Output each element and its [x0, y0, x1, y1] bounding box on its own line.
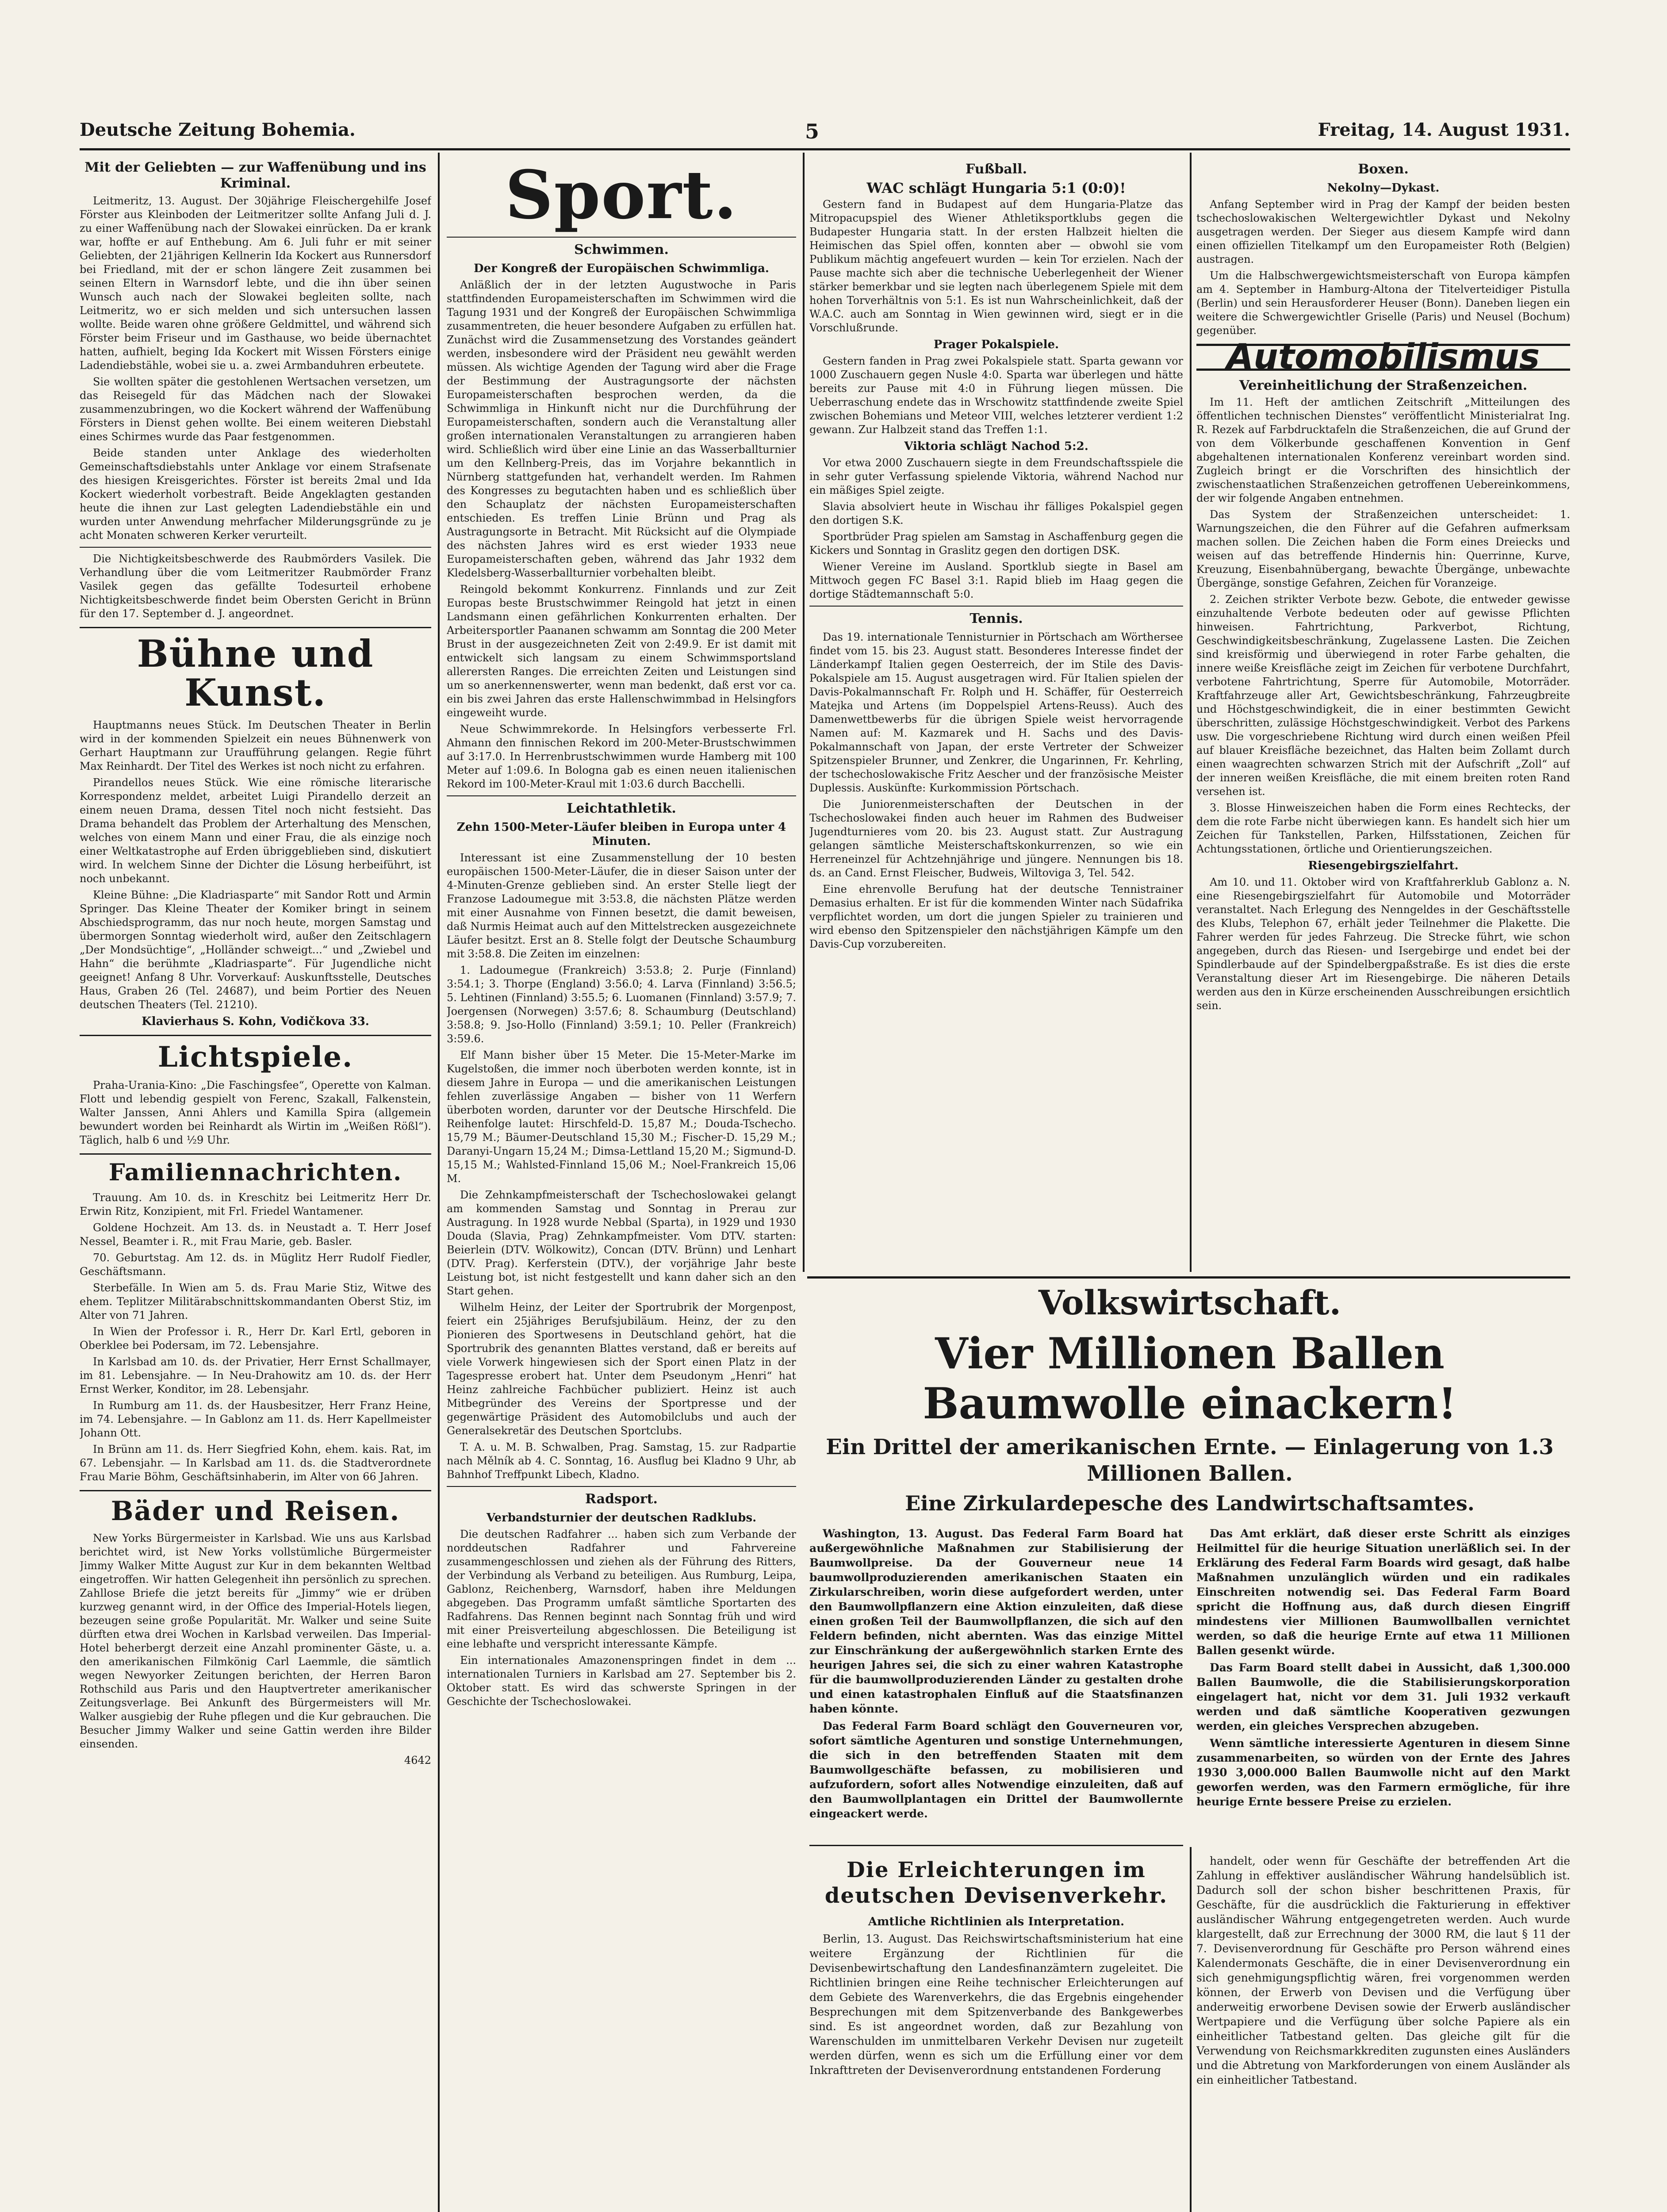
article-paragraph: Im 11. Heft der amtlichen Zeitschrift „Mitteilungen des öffentlichen technischen Dienstes“ veröffentlicht Ministerialrat Ing. R. Rezek auf Farbdrucktafeln die Straßenzeichen, die auf Grund der von dem Völkerbunde geschaffenen Konvention in Genf abgehaltenen internationalen Konferenz vereinbart worden sind. Zugleich bringt er die Vorschriften des hinsichtlich der zwischenstaatlichen Straßenzeichen getroffenen Uebereinkommens, der wir folgende Angaben entnehmen.	[1196, 396, 1570, 504]
advertisement-line: Klavierhaus S. Kohn, Vodičkova 33.	[142, 1015, 369, 1029]
article-paragraph: Anläßlich der in der letzten Augustwoche in Paris stattfindenden Europameisterschaften im Schwimmen wird die Tagung 1931 und der Kongreß der Europäischen Schwimmliga zusammentreten, die heuer besondere Aufgaben zu erfüllen hat. Zunächst wird die Zusammensetzung des Vorstandes geändert werden, insbesondere wird der Präsident neu gewählt werden müssen. Als wichtige Agenden der Tagung wird aber die Frage der Bestimmung der Austragungsorte der nächsten Europameisterschaften besprochen werden, da die Schwimmliga in Hinkunft nicht nur die Durchführung der Europameisterschaften, sondern auch die Veranstaltung aller großen internationalen Veranstaltungen zu arrangieren haben wird. Schließlich wird über eine Linie an das Wasserballturnier um den Kellnberg-Preis, das im Vorjahre bekanntlich in Nürnberg stattgefunden hat, verhandelt werden. Im Rahmen des Kongresses zu begutachten haben und es schließlich über den Schauplatz der nächsten Europameisterschaften entschieden. Es treffen Linie Brünn und Prag als Austragungsorte in Betracht. Mit Rücksicht auf die Olympiade des nächsten Jahres wird es erst wieder 1933 neue Europameisterschaften geben, während das Jahr 1932 dem Kledelsberg-Wasserballturnier vorbehalten bleibt.	[447, 278, 796, 579]
article-paragraph: New Yorks Bürgermeister in Karlsbad. Wie uns aus Karlsbad berichtet wird, ist New Yorks vollstümliche Bürgermeister Jimmy Walker Mitte August zur Kur in dem bekannten Weltbad eingetroffen. Wir hatten Gelegenheit ihn persönlich zu sprechen. Zahllose Briefe die jetzt bereits für „Jimmy“ wie er drüben kurzweg genannt wird, in der Office des Imperial-Hotels liegen, bezeugen seine große Popularität. Mr. Walker und seine Suite dürften etwa drei Wochen in Karlsbad verweilen. Das Imperial-Hotel beherbergt derzeit eine Anzahl prominenter Gäste, u. a. den amerikanischen Filmkönig Carl Laemmle, die sämtlich wegen Newyorker Zeitungen berichten, der Herren Baron Rothschild aus Paris und den Hauptvertreter amerikanischer Zeitungsverlage. Bei Ankunft des Bürgermeisters will Mr. Walker ausgiebig der Ruhe pflegen und die Kur gebrauchen. Die Besucher Jimmy Walker und seine Gattin werden ihre Bilder einsenden.	[80, 1532, 431, 1751]
footnote-number: 4642	[404, 1754, 431, 1767]
masthead-name: Deutsche Zeitung Bohemia.	[80, 119, 356, 140]
article-paragraph: Das Farm Board stellt dabei in Aussicht, daß 1,300.000 Ballen Baumwolle, die die Stabilisierungskorporation eingelagert hat, nicht vor dem 31. Juli 1932 verkauft werden und daß sämtliche Kooperativen gezwungen werden, ein gleiches Versprechen abzugeben.	[1196, 1661, 1570, 1732]
article-paragraph: Berlin, 13. August. Das Reichswirtschaftsministerium hat eine weitere Ergänzung der Richtlinien für die Devisenbewirtschaftung den Landesfinanzämtern zugeleitet. Die Richtlinien bringen eine Reihe technischer Erleichterungen auf dem Gebiete des Warenverkehrs, die das Ergebnis eingehender Besprechungen mit dem Spitzenverbande des Bankgewerbes sind. Es ist angeordnet worden, daß zur Bezahlung von Warenschulden im unmittelbaren Verkehr Devisen nur zugeteilt werden dürfen, wenn es sich um die Erfüllung einer vor dem Inkrafttreten der Devisenverordnung entstandenen Forderung	[809, 1932, 1183, 2077]
article-paragraph: Das 19. internationale Tennisturnier in Pörtschach am Wörthersee findet vom 15. bis 23. August statt. Besonderes Interesse findet der Länderkampf Italien gegen Oesterreich, der im Stile des Davis-Pokalspiele am 15. August ausgetragen wird. Für Italien spielen der Davis-Pokalmannschaft Fr. Rolph und H. Schäffer, für Oesterreich Matejka und Artens (im Doppelspiel Artens-Reuss). Auch des Damenwettbewerbs für die übrigen Spiele weist hervorragende Namen auf: M. Kazmarek und H. Sachs und des Davis-Pokalmannschaft von Japan, der erste Vertreter der Schweizer Spitzenspieler Brunner, und Zenkrer, die Ungarinnen, Fr. Kehrling, der tschechoslowakische Fritz Aescher und der französische Meister Duplessis. Auskünfte: Kurkommission Pörtschach.	[809, 631, 1183, 794]
section-divider	[447, 1486, 796, 1487]
section-title-economy: Volkswirtschaft.	[1038, 1283, 1341, 1322]
article-paragraph: Pirandellos neues Stück. Wie eine römische literarische Korrespondenz meldet, arbeitet Luigi Pirandello derzeit an einem neuen Drama, dessen Titel noch nicht festsieht. Das Drama behandelt das Problem der Arterhaltung des Menschen, welches von einem Mann und einer Frau, die als einzige noch einer Weltkatastrophe auf Erden übriggeblieben sind, diskutiert wird. In welchem Sinne der Dichter die Lösung herbeiführt, ist noch unbekannt.	[80, 776, 431, 885]
article-paragraph: Wenn sämtliche interessierte Agenturen in diesem Sinne zusammenarbeiten, so würden von der Ernte des Jahres 1930 3,000.000 Ballen Baumwolle nicht auf den Markt geworfen werden, was den Farmern ermögliche, für ihre heurige Ernte bessere Preise zu erzielen.	[1196, 1737, 1570, 1808]
article-headline: WAC schlägt Hungaria 5:1 (0:0)!	[866, 180, 1126, 196]
column-sport	[447, 157, 796, 2212]
sport-category-swimming: Schwimmen.	[574, 242, 669, 257]
article-paragraph: Washington, 13. August. Das Federal Farm Board hat außergewöhnliche Maßnahmen zur Stabilisierung der Baumwollpreise. Da der Gouverneur neue 14 baumwollproduzierenden amerikanischen Staaten ein Zirkularschreiben, worin diese aufgefordert werden, unter den Baumwollpflanzern eine Aktion einzuleiten, daß diese einen großen Teil der Baumwollpflanzen, die sich auf den Feldern befinden, nicht abernten. Was das einzige Mittel zur Einschränkung der außergewöhnlich starken Ernte des heurigen Jahres sei, die sich zu einer wahren Katastrophe für die baumwollproduzierenden Länder zu gestalten drohe und einen katastrophalen Einfluß auf die Staatsfinanzen haben könnte.	[809, 1527, 1183, 1715]
article-paragraph: In Brünn am 11. ds. Herr Siegfried Kohn, ehem. kais. Rat, im 67. Lebensjahr. — In Karlsbad am 11. ds. die Stadtverordnete Frau Marie Böhm, Geschäftsinhaberin, im Alter von 66 Jahren.	[80, 1443, 431, 1483]
article-paragraph: Interessant ist eine Zusammenstellung der 10 besten europäischen 1500-Meter-Läufer, die in dieser Saison unter der 4-Minuten-Grenze geblieben sind. An erster Stelle liegt der Franzose Ladoumegue mit 3:53.8, die nächsten Plätze werden mit einer Ausnahme von Finnen besetzt, die damit beweisen, daß Nurmis Heimat auch auf den Mittelstrecken ausgezeichnete Läufer besitzt. Erst an 8. Stelle folgt der Deutsche Schaumburg mit 3:58.8. Die Zeiten im einzelnen:	[447, 851, 796, 960]
article-headline: Der Kongreß der Europäischen Schwimmliga.	[474, 261, 769, 275]
section-title-travel: Bäder und Reisen.	[111, 1496, 400, 1527]
article-paragraph: Leitmeritz, 13. August. Der 30jährige Fleischergehilfe Josef Förster aus Kleinboden der Leitmeritzer sollte Anfang Juli d. J. zu einer Waffenübung nach der Slowakei einrücken. Da er krank war, hoffte er auf Enthebung. Am 6. Juli fuhr er mit seiner Geliebten, der 21jährigen Kellnerin Ida Kockert aus Runnersdorf bei Friedland, mit der er schon längere Zeit zusammen bei seinen Eltern in Warnsdorf lebte, und die ihn über seinen Wunsch auch nach der Slowakei begleiten sollte, nach Leitmeritz, wo er sich melden und sich untersuchen lassen wollte. Beide waren ohne größere Geldmittel, und während sich Förster beim Friseur und im Gasthause, wo beide übernachtet hatten, aufhielt, beging Ida Kockert mit Wissen Försters einige Ladendiebstähle, wobei sie u. a. zwei Armbanduhren erbeutete.	[80, 195, 431, 372]
article-paragraph: Die Juniorenmeisterschaften der Deutschen in der Tschechoslowakei finden auch heuer im Rahmen des Budweiser Jugendturnieres vom 20. bis 23. August statt. Zur Austragung gelangen sämtliche Meisterschaftskonkurrenzen, so wie ein Herreneinzel für Achtzehnjährige und jüngere. Nennungen bis 18. ds. an Cand. Ernst Fleischer, Budweis, Wiltoviga 3, Tel. 542.	[809, 798, 1183, 879]
column-football-tennis	[809, 157, 1183, 1272]
section-divider	[80, 627, 431, 628]
economy-deck: Eine Zirkulardepesche des Landwirtschaftsamtes.	[905, 1491, 1475, 1515]
article-headline: Verbandsturnier der deutschen Radklubs.	[486, 1511, 757, 1525]
article-paragraph: Neue Schwimmrekorde. In Helsingfors verbesserte Frl. Ahmann den finnischen Rekord im 200-Meter-Brustschwimmen auf 3:17.0. In Herrenbrustschwimmen wurde Hamberg mit 100 Meter auf 1:09.6. In Bologna gab es einen neuen italienischen Rekord im 100-Meter-Kraul mit 1:03.6 durch Bacchelli.	[447, 722, 796, 790]
column-divider	[803, 153, 805, 1272]
article-paragraph: 70. Geburtstag. Am 12. ds. in Müglitz Herr Rudolf Fiedler, Geschäftsmann.	[80, 1252, 431, 1278]
article-headline: Riesengebirgszielfahrt.	[1308, 859, 1459, 872]
economy-article-left	[809, 1526, 1183, 1840]
section-divider	[809, 606, 1183, 607]
article-paragraph: Die deutschen Radfahrer ... haben sich zum Verbande der norddeutschen Radfahrer und Fahrvereine zusammengeschlossen und ziehen als der Führung des Ritters, der Verbindung als Verband zu beteiligen. Aus Rumburg, Leipa, Gablonz, Reichenberg, Warnsdorf, haben ihre Meldungen abgegeben. Das Programm umfaßt sämtliche Sportarten des Radfahrens. Das Rennen beginnt nach Sonntag früh und wird mit einer Preisverteilung abgeschlossen. Die Beteiligung ist eine lebhafte und verspricht interessante Kämpfe.	[447, 1528, 796, 1650]
article-paragraph: Gestern fanden in Prag zwei Pokalspiele statt. Sparta gewann vor 1000 Zuschauern gegen Nusle 4:0. Sparta war überlegen und hätte bereits zur Pause mit 4:0 in Führung liegen müssen. Die Ueberraschung endete das in Wrschowitz stattfindende zweite Spiel zwischen Bohemians und Meteor VIII, welches letzterer verdient 1:2 gewann. Zur Halbzeit stand das Treffen 1:1.	[809, 355, 1183, 436]
article-headline: Nekolny—Dykast.	[1327, 181, 1440, 195]
economy-article-right	[1196, 1526, 1570, 1840]
section-divider	[80, 1035, 431, 1036]
results-list: 1. Ladoumegue (Frankreich) 3:53.8; 2. Purje (Finnland) 3:54.1; 3. Thorpe (England) 3:56.0; 4. Larva (Finnland) 3:56.5; 5. Lehtinen (Finnland) 3:55.5; 6. Luomanen (Finnland) 3:57.9; 7. Joergensen (Norwegen) 3:57.6; 8. Schaumburg (Deutschland) 3:58.8; 9. Jso-Hollo (Finnland) 3:59.1; 10. Peller (Frankreich) 3:59.6.	[447, 964, 796, 1045]
article-paragraph: Am 10. und 11. Oktober wird von Kraftfahrerklub Gablonz a. N. eine Riesengebirgszielfahrt für Automobile und Motorräder veranstaltet. Nach Erlegung des Nenngeldes in der Geschäftsstelle des Klubs, Telephon 67, erhält jeder Teilnehmer die Plakette. Die Fahrer werden für jedes Fahrzeug. Die Strecke führt, wie schon angegeben, durch das Riesen- und Isergebirge und endet bei der Spindlerbaude auf der Spindelbergpaßstraße. Es ist dies die erste Veranstaltung dieser Art im Riesengebirge. Die näheren Details werden aus den in Kürze erscheinenden Ausschreibungen ersichtlich sein.	[1196, 876, 1570, 1012]
column-divider	[438, 153, 440, 2212]
section-divider	[80, 1490, 431, 1491]
column-divider	[1190, 1847, 1192, 2212]
article-paragraph: Um die Halbschwergewichtsmeisterschaft von Europa kämpfen am 4. September in Hamburg-Altona der Titelverteidiger Pistulla (Berlin) und sein Herausforderer Heuser (Bonn). Daneben liegen ein weitere die Schwergewichtler Griselle (Paris) und Neusel (Bochum) gegenüber.	[1196, 269, 1570, 337]
article-paragraph: Goldene Hochzeit. Am 13. ds. in Neustadt a. T. Herr Josef Nessel, Beamter i. R., mit Frau Marie, geb. Basler.	[80, 1221, 431, 1248]
article-headline: Mit der Geliebten — zur Waffenübung und ins Kriminal.	[84, 160, 426, 191]
article-paragraph: 2. Zeichen strikter Verbote bezw. Gebote, die entweder gewisse einzuhaltende Verbote bedeuten oder auf gewisse Pflichten hinweisen. Fahrtrichtung, Parkverbot, Richtung, Geschwindigkeitsbeschränkung, Zugelassene Lasten. Die Zeichen sind kreisförmig und überwiegend in roter Farbe gehalten, die innere weiße Kreisfläche zeigt im Zeichen für verbotene Durchfahrt, verbotene Fahrtrichtung, Sperre für Automobile, Motorräder. Kraftfahrzeuge aller Art, Gewichtsbeschränkung, Fahrzeugbreite und Höchstgeschwindigkeit, die in einer bestimmten Gewicht überschritten, zulässige Höchstgeschwindigkeit. Verbot des Parkens usw. Die vorgeschriebene Richtung wird durch einen weißen Pfeil auf blauer Kreisfläche bezeichnet, das Halten beim Zollamt durch einen waagrechten schwarzen Strich mit der Aufschrift „Zoll“ auf der inneren weißen Kreisfläche, die mit einem breiten roten Rand versehen ist.	[1196, 593, 1570, 798]
article-rule	[809, 1845, 1183, 1846]
article-paragraph: In Wien der Professor i. R., Herr Dr. Karl Ertl, geboren in Oberklee bei Podersam, im 72. Lebensjahre.	[80, 1325, 431, 1352]
sport-category-athletics: Leichtathletik.	[567, 800, 676, 816]
section-title-automobilism: Automobilismus	[1196, 344, 1570, 371]
column-local-news	[80, 157, 431, 2212]
article-headline: Die Erleichterungen im deutschen Devisenverkehr.	[824, 1858, 1168, 1908]
article-paragraph: Das System der Straßenzeichen unterscheidet: 1. Warnungszeichen, die den Führer auf die Gefahren aufmerksam machen sollen. Die Zeichen haben die Form eines Dreiecks und weisen auf das betreffende Hindernis hin: Querrinne, Kurve, Kreuzung, Eisenbahnübergang, bewachte Übergänge, unbewachte Übergänge, sonstige Gefahren, Zeichen für Voranzeige.	[1196, 508, 1570, 589]
article-paragraph: Das Federal Farm Board schlägt den Gouverneuren vor, sofort sämtliche Agenturen und sonstige Unternehmungen, die sich in den betreffenden Staaten mit dem Baumwollgeschäfte befassen, zu mobilisieren und aufzufordern, sofort alles Notwendige einzuleiten, daß auf den Baumwollplantagen ein Drittel der Baumwollernte eingeackert werde.	[809, 1720, 1183, 1820]
article-paragraph: Die Nichtigkeitsbeschwerde des Raubmörders Vasilek. Die Verhandlung über die vom Leitmeritzer Raubmörder Franz Vasilek gegen das gefällte Todesurteil erhobene Nichtigkeitsbeschwerde findet beim Obersten Gericht in Brünn für den 17. September d. J. angeordnet.	[80, 553, 431, 620]
article-divider	[80, 547, 431, 548]
article-paragraph: Wiener Vereine im Ausland. Sportklub siegte in Basel am Mittwoch gegen FC Basel 3:1. Rapid blieb im Haag gegen die dortige Städtemannschaft 5:0.	[809, 561, 1183, 600]
section-title-sport: Sport.	[505, 157, 738, 234]
article-paragraph: Eine ehrenvolle Berufung hat der deutsche Tennistrainer Demasius erhalten. Er ist für die kommenden Winter nach Südafrika verpflichtet worden, um dort die jungen Spieler zu trainieren und wird ebenso den Spitzenspieler den nächstjährigen Kämpfe um den Davis-Cup vorzubereiten.	[809, 883, 1183, 950]
page-number: 5	[805, 119, 820, 143]
article-paragraph: 3. Blosse Hinweiszeichen haben die Form eines Rechtecks, der dem die rote Farbe nicht überwiegen kann. Es handelt sich hier um Zeichen für Tankstellen, Parken, Hilfsstationen, Zeichen für Achtungsstationen, örtliche und Orientierungszeichen.	[1196, 802, 1570, 855]
article-subheadline: Amtliche Richtlinien als Interpretation.	[868, 1915, 1125, 1928]
sport-category-cycling: Radsport.	[585, 1491, 658, 1507]
article-paragraph: Sportbrüder Prag spielen am Samstag in Aschaffenburg gegen die Kickers und Sonntag in Graslitz gegen den dortigen DSK.	[809, 530, 1183, 557]
article-paragraph: Beide standen unter Anklage des wiederholten Gemeinschaftsdiebstahls unter Anklage vor einem Strafsenate des hiesigen Kreisgerichtes. Förster ist bereits 2mal und Ida Kockert wiederholt vorbestraft. Beide Angeklagten gestanden heute die ihnen zur Last gelegten Ladendiebstähle ein und wurden unter Anwendung mehrfacher Milderungsgründe zu je acht Monaten schweren Kerker verurteilt.	[80, 447, 431, 541]
page-header	[80, 119, 1570, 146]
section-rule	[807, 1276, 1570, 1279]
section-title-theater: Bühne und Kunst.	[137, 632, 374, 715]
header-rule	[80, 148, 1570, 150]
article-paragraph: Praha-Urania-Kino: „Die Faschingsfee“, Operette von Kalman. Flott und lebendig gespielt von Ferenc, Szakall, Falkenstein, Walter Janssen, Anni Ahlers und Kamilla Spira (allgemein bewundert worden bei Reinhardt als Wirtin im „Weißen Rößl“). Täglich, halb 6 und ½9 Uhr.	[80, 1079, 431, 1146]
economy-subheadline: Ein Drittel der amerikanischen Ernte. — Einlagerung von 1.3 Millionen Ballen.	[826, 1435, 1554, 1486]
column-divider	[1190, 153, 1192, 1272]
article-paragraph: Ein internationales Amazonenspringen findet in dem ... internationalen Turniers in Karlsbad am 27. September bis 2. Oktober statt. Es wird das schwerste Springen in der Geschichte der Tschechoslowakei.	[447, 1654, 796, 1708]
article-headline: Zehn 1500-Meter-Läufer bleiben in Europa unter 4 Minuten.	[456, 820, 786, 848]
section-divider	[447, 795, 796, 796]
sport-category-boxing: Boxen.	[1358, 161, 1409, 177]
article-paragraph: Das Amt erklärt, daß dieser erste Schritt als einziges Heilmittel für die heurige Situation unerläßlich sei. In der Erklärung des Federal Farm Boards wird gesagt, daß halbe Maßnahmen unzulänglich würden und ein radikales Einschreiten notwendig sei. Das Federal Farm Board spricht die Hoffnung aus, daß durch diesen Eingriff mindestens vier Millionen Baumwollballen vernichtet werden, so daß die heurige Ernte auf etwa 11 Millionen Ballen gesenkt würde.	[1196, 1527, 1570, 1657]
article-paragraph: handelt, oder wenn für Geschäfte der betreffenden Art die Zahlung in effektiver ausländischer Währung handelsüblich ist. Dadurch soll der schon bisher beschrittenen Praxis, für Geschäfte, für die ausdrücklich die Fakturierung in effektiver ausländischer Währung entgegengetreten werden. Auch wurde klargestellt, daß zur Errechnung der 3000 RM, die laut § 11 der 7. Devisenverordnung für Geschäfte pro Person während eines Kalendermonats Geschäfte, die in einer Devisenverordnung ein sich genehmigungspflichtig wären, frei vorgenommen werden können, der Erwerb von Devisen und die Verfügung über anderweitig erworbene Devisen sowie der Erwerb ausländischer Wertpapiere und die Verfügung über solche Papiere als ein einheitlicher Tatbestand gelten. Das gleiche gilt für die Verwendung von Reichsmarkkrediten zugunsten eines Ausländers und die Abtretung von Markforderungen von einem Ausländer als ein einheitlicher Tatbestand.	[1196, 1855, 1570, 2086]
column-boxing-motoring	[1196, 157, 1570, 1272]
devisen-article-continued	[1196, 1854, 1570, 2212]
article-headline: Prager Pokalspiele.	[933, 338, 1059, 351]
devisen-article	[809, 1854, 1183, 2212]
section-divider	[447, 237, 796, 238]
article-paragraph: Die Zehnkampfmeisterschaft der Tschechoslowakei gelangt am kommenden Samstag und Sonntag in Prerau zur Austragung. In 1928 wurde Nebbal (Sparta), in 1929 und 1930 Douda (Slavia, Prag) Zehnkampfmeister. Vom DTV. starten: Beierlein (DTV. Wölkowitz), Concan (DTV. Brünn) und Lenhart (DTV. Prag). Kerferstein (DTV.), der vorjährige Jahr beste Leistung bot, ist nicht festgestellt und kann daher sich an den Start gehen.	[447, 1188, 796, 1297]
article-paragraph: Wilhelm Heinz, der Leiter der Sportrubrik der Morgenpost, feiert ein 25jähriges Berufsjubiläum. Heinz, der zu den Pionieren des Sportwesens in Deutschland gehört, hat die Sportrubrik des genannten Blattes verstand, daß er bereits auf viele Vorwerk hingewiesen sich der Sport einen Platz in der Tagespresse erobert hat. Unter dem Pseudonym „Henri“ hat Heinz zahlreiche Fachbücher publiziert. Heinz ist auch Mitbegründer des Vereins der Sportpresse und der gegenwärtige Präsident des Automobilclubs und auch der Generalsekretär des Deutschen Sportclubs.	[447, 1301, 796, 1437]
article-paragraph: Hauptmanns neues Stück. Im Deutschen Theater in Berlin wird in der kommenden Spielzeit ein neues Bühnenwerk von Gerhart Hauptmann zur Uraufführung gelangen. Regie führt Max Reinhardt. Der Titel des Werkes ist noch nicht zu erfahren.	[80, 719, 431, 773]
article-paragraph: Slavia absolviert heute in Wischau ihr fälliges Pokalspiel gegen den dortigen S.K.	[809, 500, 1183, 526]
article-paragraph: In Karlsbad am 10. ds. der Privatier, Herr Ernst Schallmayer, im 81. Lebensjahre. — In Neu-Drahowitz am 10. ds. der Herr Ernst Werker, Konditor, im 28. Lebensjahr.	[80, 1356, 431, 1396]
article-paragraph: Sie wollten später die gestohlenen Wertsachen versetzen, um das Reisegeld für das Mädchen nach der Slowakei zusammenzubringen, wo die Kockert während der Waffenübung Försters in Dienst gehen wollte. Bei einem weiteren Diebstahl eines Schirmes wurde das Paar festgenommen.	[80, 376, 431, 443]
article-paragraph: Trauung. Am 10. ds. in Kreschitz bei Leitmeritz Herr Dr. Erwin Ritz, Konzipient, mit Frl. Friedel Wantamener.	[80, 1191, 431, 1218]
article-paragraph: Gestern fand in Budapest auf dem Hungaria-Platze das Mitropacupspiel des Wiener Athletiksportklubs gegen die Budapester Hungaria statt. In der ersten Halbzeit hielten die Heimischen das Spiel offen, konnten aber — obwohl sie vom Publikum mächtig angefeuert wurden — kein Tor erzielen. Nach der Pause machte sich aber die technische Ueberlegenheit der Wiener stärker bemerkbar und sie legten nach überlegenem Spiele mit dem hohen Torverhältnis von 5:1. Es ist nun Wahrscheinlichkeit, daß der W.A.C. auch am Sonntag in Wien gewinnen wird, siegt er in die Vorschlußrunde.	[809, 198, 1183, 334]
article-paragraph: Vor etwa 2000 Zuschauern siegte in dem Freundschaftsspiele die in sehr guter Verfassung spielende Viktoria, während Nachod nur ein mäßiges Spiel zeigte.	[809, 457, 1183, 496]
article-headline: Viktoria schlägt Nachod 5:2.	[904, 440, 1088, 453]
section-title-cinema: Lichtspiele.	[157, 1041, 353, 1074]
article-paragraph: Sterbefälle. In Wien am 5. ds. Frau Marie Stiz, Witwe des ehem. Teplitzer Militärabschnittskommandanten Oberst Stiz, im Alter von 71 Jahren.	[80, 1282, 431, 1322]
article-paragraph: Kleine Bühne: „Die Kladriasparte“ mit Sandor Rott und Armin Springer. Das Kleine Theater der Komiker bringt in seinem Abschiedsprogramm, das nur noch heute, morgen Samstag und übermorgen Sonntag wiederholt wird, außer den Zeitschlagern „Der Mondsüchtige“, „Holländer schweigt...“ und „Zwiebel und Hahn“ die berühmte „Kladriasparte“. Für Jugendliche nicht geeignet! Anfang 8 Uhr. Vorverkauf: Auskunftsstelle, Deutsches Haus, Graben 26 (Tel. 24687), und beim Portier des Neuen deutschen Theaters (Tel. 21210).	[80, 889, 431, 1011]
article-paragraph: Anfang September wird in Prag der Kampf der beiden besten tschechoslowakischen Weltergewichtler Dykast und Nekolny ausgetragen werden. Der Sieger aus diesem Kampfe wird dann einen offiziellen Titelkampf um den Europameister Roth (Belgien) austragen.	[1196, 198, 1570, 265]
article-paragraph: Elf Mann bisher über 15 Meter. Die 15-Meter-Marke im Kugelstoßen, die immer noch überboten werden konnte, ist in diesem Jahre in Europa — und die amerikanischen Leistungen fehlen zuverlässige Angaben — bisher von 11 Werfern überboten worden, darunter vor der Deutsche Hirschfeld. Die Reihenfolge lautet: Hirschfeld-D. 15,87 M.; Douda-Tschecho. 15,79 M.; Bäumer-Deutschland 15,30 M.; Fischer-D. 15,29 M.; Daranyi-Ungarn 15,24 M.; Dimsa-Lettland 15,20 M.; Sigmund-D. 15,15 M.; Wahlsted-Finnland 15,06 M.; Noel-Frankreich 15,06 M.	[447, 1048, 796, 1185]
sport-category-tennis: Tennis.	[970, 611, 1023, 626]
economy-main-headline: Vier Millionen Ballen Baumwolle einackern!	[923, 1329, 1457, 1429]
article-paragraph: T. A. u. M. B. Schwalben, Prag. Samstag, 15. zur Radpartie nach Mělník ab 4. C. Sonntag, 16. Ausflug bei Kladno 9 Uhr, ab Bahnhof Treffpunkt Libech, Kladno.	[447, 1440, 796, 1481]
article-headline: Vereinheitlichung der Straßenzeichen.	[1239, 378, 1528, 393]
section-divider	[80, 1153, 431, 1155]
sport-category-football: Fußball.	[965, 161, 1027, 177]
economy-banner	[809, 1283, 1570, 1522]
article-paragraph: Reingold bekommt Konkurrenz. Finnlands und zur Zeit Europas beste Brustschwimmer Reingold hat jetzt in einen Landsmann einen gefährlichen Konkurrenten erhalten. Der Arbeitersportler Paananen schwamm am Sonntag die 200 Meter Brust in der ausgezeichneten Zeit von 2:49.9. Er ist damit mit entwickelt sich langsam zu einem Schwimmsportsland allerersten Ranges. Die erreichten Zeiten und Leistungen sind um so anerkennenswerter, wenn man bedenkt, daß erst vor ca. ein bis zwei Jahren das erste Hallenschwimmbad in Helsingfors eingeweiht wurde.	[447, 583, 796, 719]
article-paragraph: In Rumburg am 11. ds. der Hausbesitzer, Herr Franz Heine, im 74. Lebensjahre. — In Gablonz am 11. ds. Herr Kapellmeister Johann Ott.	[80, 1399, 431, 1440]
issue-date: Freitag, 14. August 1931.	[1318, 119, 1570, 140]
section-title-family: Familiennachrichten.	[108, 1159, 402, 1186]
